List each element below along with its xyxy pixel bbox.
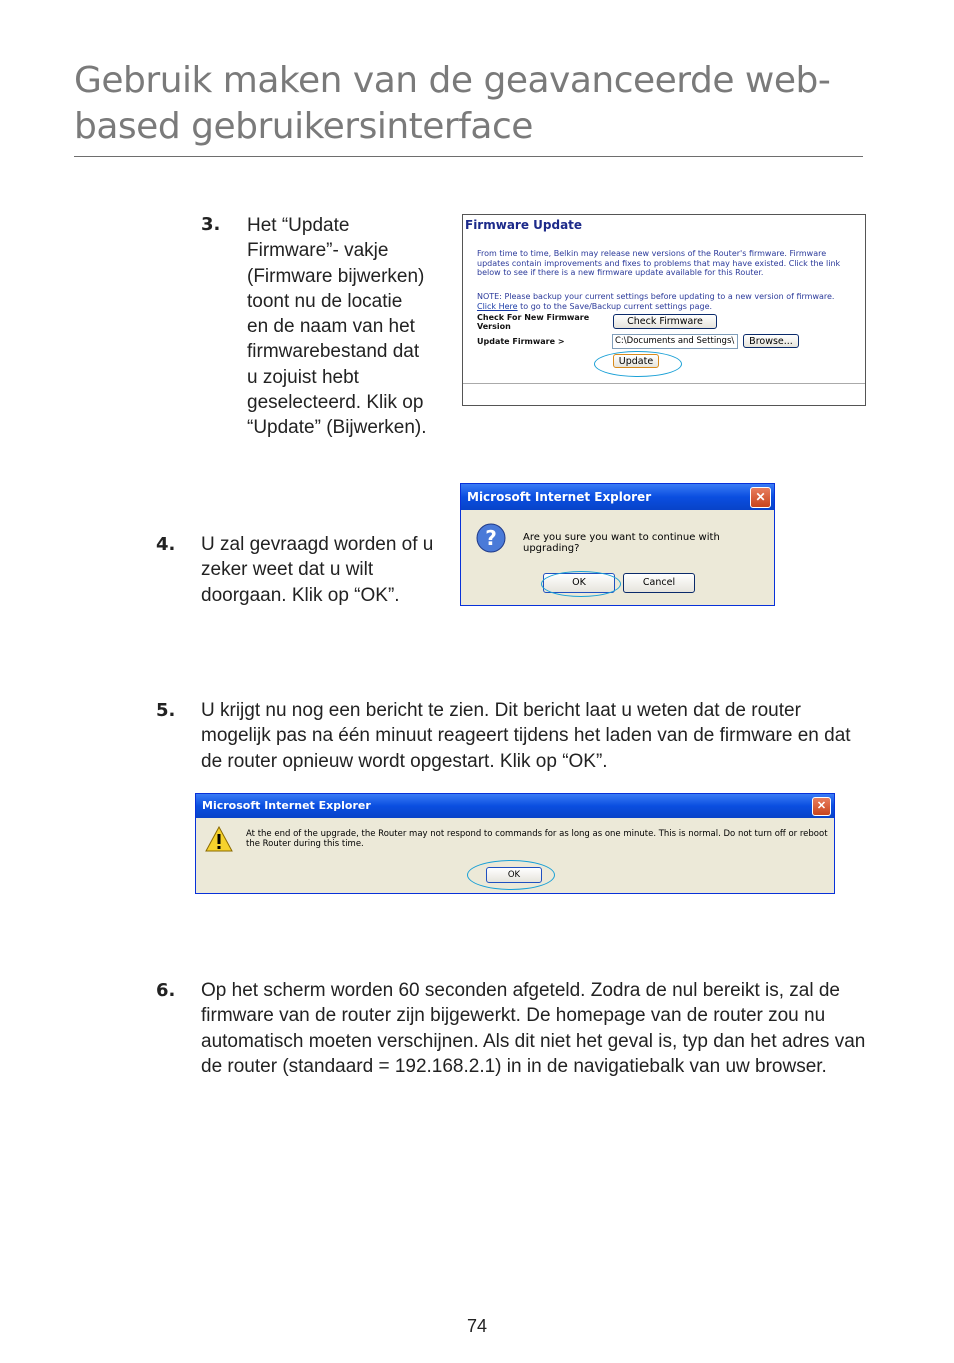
step-text: U krijgt nu nog een bericht te zien. Dit bericht laat u weten dat de router mogelijk pas na één minuut reageert tijdens het laden van de firmware en dat de router opnieuw wordt opgestart. Klik op “OK”. (201, 700, 851, 772)
svg-text:?: ? (485, 526, 497, 550)
panel-divider (463, 383, 865, 384)
close-icon[interactable]: ✕ (812, 797, 831, 816)
check-firmware-label: Check For New Firmware Version (477, 313, 590, 331)
question-icon (475, 522, 507, 554)
update-button[interactable]: Update (613, 354, 659, 368)
title-divider (74, 156, 863, 157)
firmware-panel-title: Firmware Update (465, 218, 583, 232)
close-icon[interactable]: ✕ (750, 487, 771, 508)
firmware-note (477, 292, 861, 311)
firmware-file-input[interactable]: C:\Documents and Settings\ (612, 334, 738, 349)
dialog-message: At the end of the upgrade, the Router may not respond to commands for as long as one minute. This is normal. Do not turn off or reboot the Router during this time. (246, 829, 828, 849)
page-title: Gebruik maken van de geavanceerde web-based gebruikersinterface (74, 60, 831, 147)
step-text: Het “Update Firmware”- vakje (Firmware bijwerken) toont nu de locatie en de naam van het firmwarebestand dat u zojuist hebt geselecteerd. Klik op “Update” (Bijwerken). (247, 215, 427, 439)
browse-button[interactable]: Browse... (743, 334, 799, 348)
highlight-ring (467, 860, 555, 890)
step-text: Op het scherm worden 60 seconden afgeteld. Zodra de nul bereikt is, zal de firmware van de router zijn bijgewerkt. De homepage van de router zou nu automatisch moeten verschijnen. Als dit niet het geval is, typ dan het adres van de router (standaard = 192.168.2.1) in in de navigatiebalk van uw browser. (201, 980, 866, 1077)
confirm-dialog (460, 483, 775, 606)
ok-button[interactable]: OK (543, 573, 615, 593)
update-firmware-label: Update Firmware > (477, 337, 565, 346)
step-number: 4. (156, 534, 176, 555)
firmware-update-screenshot (462, 214, 866, 406)
cancel-button[interactable]: Cancel (623, 573, 695, 593)
note-suffix: to go to the Save/Backup current settings page. (520, 301, 713, 311)
dialog-title-bar: Microsoft Internet Explorer (461, 484, 774, 510)
page-number: 74 (466, 1316, 488, 1336)
note-prefix: NOTE: Please backup your current settings before updating to a new version of firmware. (477, 292, 835, 301)
firmware-intro: From time to time, Belkin may release new versions of the Router's firmware. Firmware updates contain improvements and fixes to problems that may have existed. Click the link below to see if there is a new firmware update available for this Router. (477, 249, 841, 278)
step-number: 5. (156, 700, 176, 721)
step-number: 6. (156, 980, 176, 1001)
step-number: 3. (201, 214, 221, 235)
warning-icon (205, 826, 233, 852)
warning-dialog (195, 793, 835, 894)
click-here-link[interactable]: Click Here (477, 301, 518, 311)
dialog-title-bar: Microsoft Internet Explorer (196, 794, 834, 818)
dialog-message: Are you sure you want to continue with upgrading? (523, 532, 720, 554)
check-firmware-button[interactable]: Check Firmware (613, 314, 717, 329)
highlight-ring (594, 351, 682, 377)
highlight-ring (541, 571, 621, 597)
ok-button[interactable]: OK (486, 867, 542, 883)
step-text: U zal gevraagd worden of u zeker weet dat u wilt doorgaan. Klik op “OK”. (201, 534, 434, 606)
